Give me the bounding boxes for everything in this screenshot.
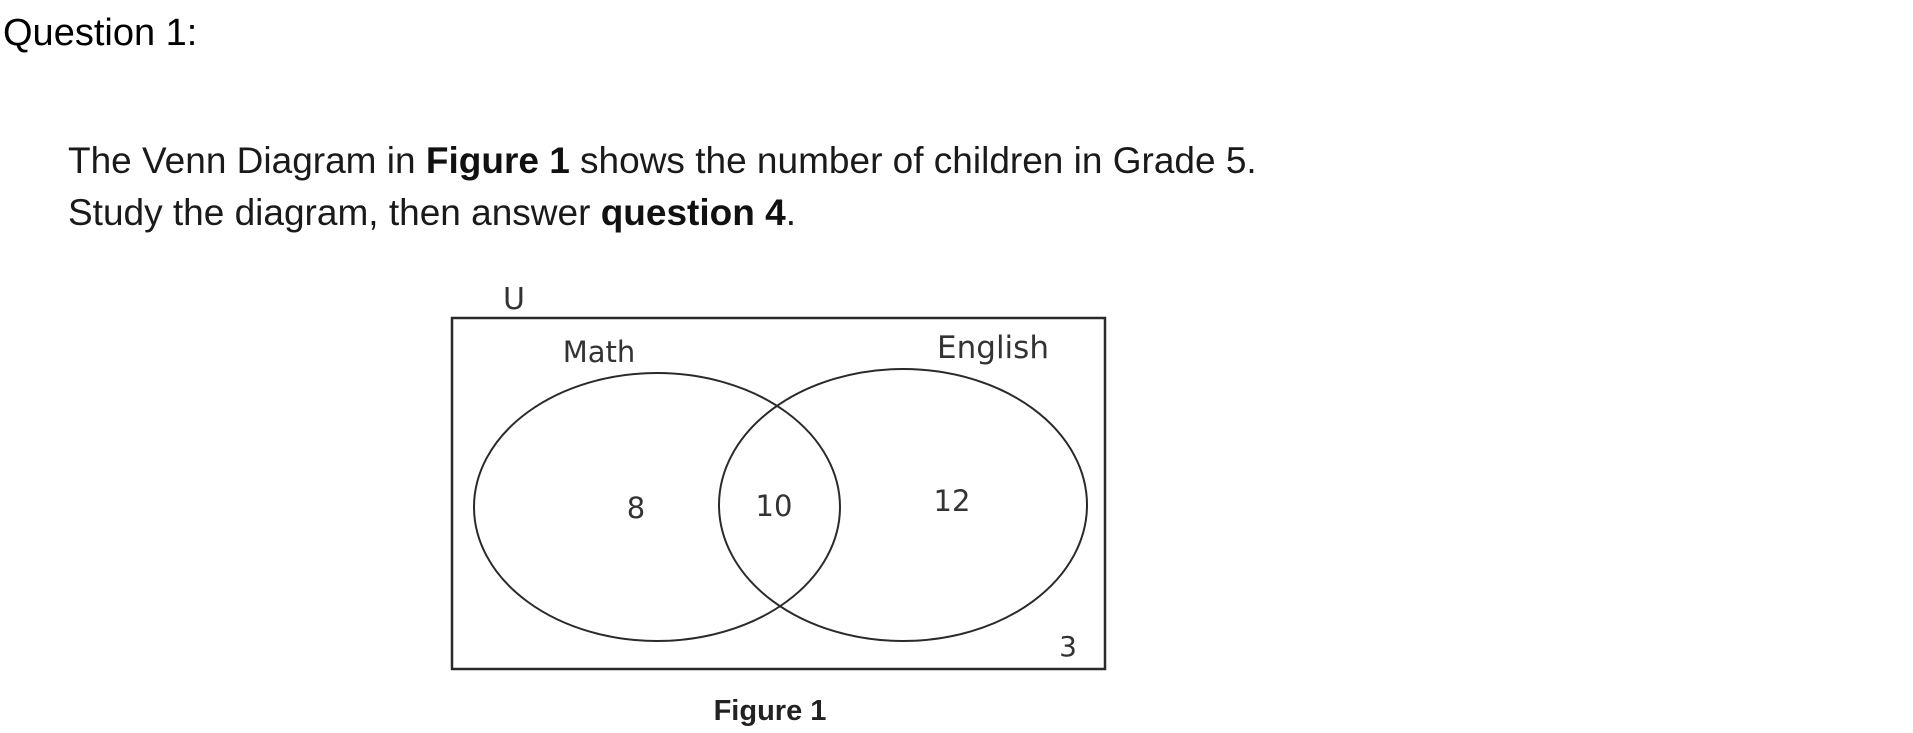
universal-set-label: U bbox=[503, 282, 525, 317]
question-reference: question 4 bbox=[600, 192, 786, 233]
english-set-label: English bbox=[937, 330, 1049, 366]
figure-caption: Figure 1 bbox=[713, 695, 827, 727]
intro-line-1-text-end: shows the number of children in Grade 5. bbox=[569, 140, 1257, 181]
figure-reference: Figure 1 bbox=[425, 140, 570, 181]
english-only-count: 12 bbox=[933, 484, 971, 518]
math-set-label: Math bbox=[562, 335, 636, 369]
intro-line-2-text-end: . bbox=[785, 192, 797, 233]
math-only-count: 8 bbox=[626, 491, 646, 525]
neither-count: 3 bbox=[1059, 630, 1077, 663]
intro-line-2-text-start: Study the diagram, then answer bbox=[68, 192, 601, 233]
question-heading: Question 1: bbox=[3, 12, 198, 54]
intro-line-1-text-start: The Venn Diagram in bbox=[68, 140, 426, 181]
intersection-count: 10 bbox=[755, 489, 793, 523]
